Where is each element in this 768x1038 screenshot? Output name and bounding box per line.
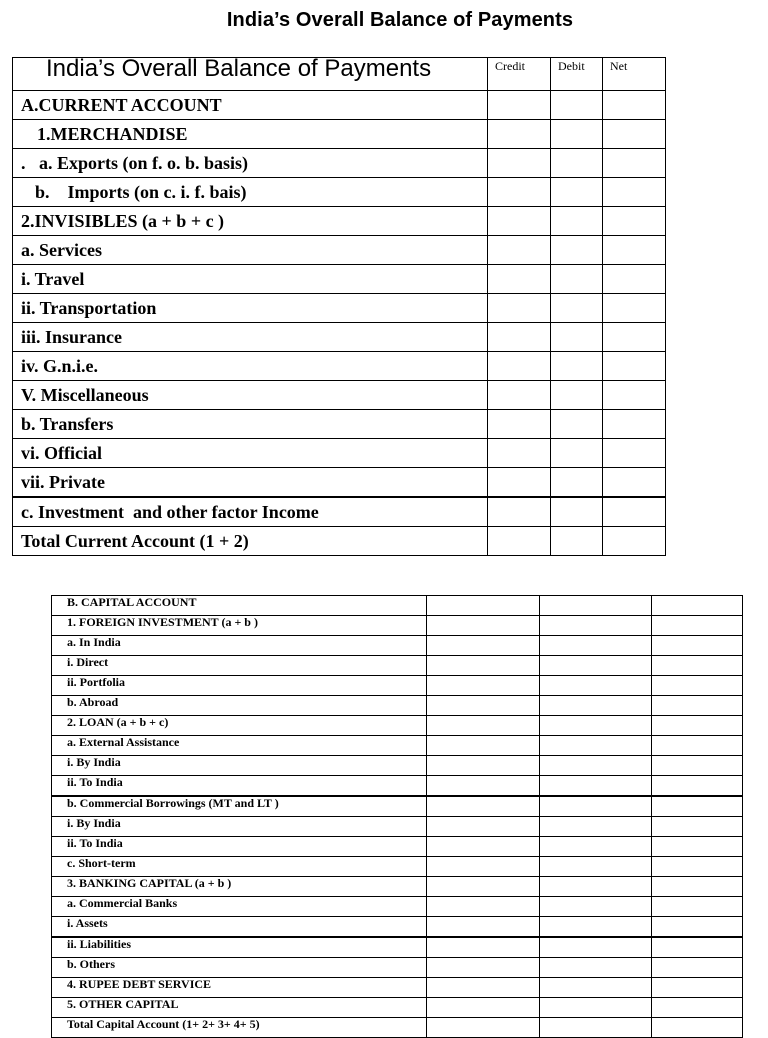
net-cell[interactable]	[652, 897, 743, 917]
credit-cell[interactable]	[427, 978, 540, 998]
credit-cell[interactable]	[488, 468, 551, 498]
row-label: vii. Private	[13, 468, 488, 498]
table-row	[13, 527, 666, 556]
credit-cell[interactable]	[488, 91, 551, 120]
credit-cell[interactable]	[427, 796, 540, 817]
row-label: a. External Assistance	[52, 736, 427, 756]
table-row	[13, 149, 666, 178]
row-label: ii. Transportation	[13, 294, 488, 323]
debit-cell[interactable]	[551, 527, 603, 556]
table-row	[13, 207, 666, 236]
table-row	[52, 796, 743, 817]
net-cell[interactable]	[652, 636, 743, 656]
net-cell[interactable]	[603, 381, 666, 410]
table-row	[52, 998, 743, 1018]
table-row	[13, 439, 666, 468]
debit-cell[interactable]	[540, 636, 652, 656]
debit-cell[interactable]	[540, 656, 652, 676]
credit-cell[interactable]	[488, 236, 551, 265]
net-cell[interactable]	[603, 294, 666, 323]
net-cell[interactable]	[652, 736, 743, 756]
debit-cell[interactable]	[551, 323, 603, 352]
column-header-net: Net	[603, 58, 666, 91]
debit-cell[interactable]	[551, 381, 603, 410]
debit-cell[interactable]	[540, 776, 652, 797]
row-label: a. Commercial Banks	[52, 897, 427, 917]
page-title: India’s Overall Balance of Payments	[226, 9, 574, 31]
table-row	[13, 410, 666, 439]
row-label: i. Assets	[52, 917, 427, 938]
net-cell[interactable]	[652, 1018, 743, 1038]
debit-cell[interactable]	[540, 696, 652, 716]
credit-cell[interactable]	[427, 877, 540, 897]
net-cell[interactable]	[603, 497, 666, 527]
net-cell[interactable]	[652, 596, 743, 616]
debit-cell[interactable]	[551, 497, 603, 527]
row-label: 2.INVISIBLES (a + b + c )	[13, 207, 488, 236]
table-row	[13, 381, 666, 410]
debit-cell[interactable]	[540, 958, 652, 978]
row-label: i. By India	[52, 756, 427, 776]
credit-cell[interactable]	[427, 857, 540, 877]
credit-cell[interactable]	[488, 178, 551, 207]
net-cell[interactable]	[603, 323, 666, 352]
credit-cell[interactable]	[427, 696, 540, 716]
net-cell[interactable]	[603, 439, 666, 468]
debit-cell[interactable]	[540, 616, 652, 636]
row-label: i. Travel	[13, 265, 488, 294]
credit-cell[interactable]	[488, 207, 551, 236]
debit-cell[interactable]	[540, 1018, 652, 1038]
credit-cell[interactable]	[488, 497, 551, 527]
net-cell[interactable]	[652, 857, 743, 877]
table-row	[13, 497, 666, 527]
row-label: A.CURRENT ACCOUNT	[13, 91, 488, 120]
row-label: iii. Insurance	[13, 323, 488, 352]
net-cell[interactable]	[603, 527, 666, 556]
debit-cell[interactable]	[540, 998, 652, 1018]
net-cell[interactable]	[652, 656, 743, 676]
credit-cell[interactable]	[427, 616, 540, 636]
credit-cell[interactable]	[488, 323, 551, 352]
row-label: V. Miscellaneous	[13, 381, 488, 410]
debit-cell[interactable]	[551, 410, 603, 439]
table-row	[52, 817, 743, 837]
table-header-row	[13, 58, 666, 91]
credit-cell[interactable]	[427, 897, 540, 917]
debit-cell[interactable]	[551, 120, 603, 149]
row-label: ii. Liabilities	[52, 937, 427, 958]
net-cell[interactable]	[652, 756, 743, 776]
table-row	[52, 716, 743, 736]
credit-cell[interactable]	[488, 294, 551, 323]
table-row	[13, 294, 666, 323]
net-cell[interactable]	[652, 937, 743, 958]
debit-cell[interactable]	[540, 917, 652, 938]
credit-cell[interactable]	[488, 439, 551, 468]
credit-cell[interactable]	[488, 265, 551, 294]
column-header-credit: Credit	[488, 58, 551, 91]
table-row	[52, 696, 743, 716]
row-label: b. Abroad	[52, 696, 427, 716]
table-row	[52, 636, 743, 656]
debit-cell[interactable]	[540, 596, 652, 616]
credit-cell[interactable]	[427, 917, 540, 938]
debit-cell[interactable]	[540, 897, 652, 917]
table-row	[52, 676, 743, 696]
table-row	[52, 897, 743, 917]
row-label: a. Services	[13, 236, 488, 265]
column-header-debit: Debit	[551, 58, 603, 91]
table-row	[13, 236, 666, 265]
table-row	[52, 877, 743, 897]
row-label: i. Direct	[52, 656, 427, 676]
debit-cell[interactable]	[540, 817, 652, 837]
net-cell[interactable]	[652, 696, 743, 716]
table-row	[13, 178, 666, 207]
row-label: 5. OTHER CAPITAL	[52, 998, 427, 1018]
row-label: B. CAPITAL ACCOUNT	[52, 596, 427, 616]
row-label: . a. Exports (on f. o. b. basis)	[13, 149, 488, 178]
row-label: 3. BANKING CAPITAL (a + b )	[52, 877, 427, 897]
net-cell[interactable]	[652, 616, 743, 636]
net-cell[interactable]	[652, 978, 743, 998]
debit-cell[interactable]	[551, 265, 603, 294]
table-row	[52, 596, 743, 616]
table-row	[52, 917, 743, 938]
credit-cell[interactable]	[427, 837, 540, 857]
net-cell[interactable]	[652, 917, 743, 938]
debit-cell[interactable]	[551, 178, 603, 207]
current-account-table	[12, 57, 666, 556]
net-cell[interactable]	[603, 120, 666, 149]
net-cell[interactable]	[603, 352, 666, 381]
credit-cell[interactable]	[427, 1018, 540, 1038]
credit-cell[interactable]	[427, 937, 540, 958]
credit-cell[interactable]	[427, 817, 540, 837]
debit-cell[interactable]	[551, 294, 603, 323]
row-label: b. Imports (on c. i. f. bais)	[13, 178, 488, 207]
table-row	[13, 91, 666, 120]
row-label: ii. To India	[52, 776, 427, 797]
row-label: b. Commercial Borrowings (MT and LT )	[52, 796, 427, 817]
credit-cell[interactable]	[427, 636, 540, 656]
credit-cell[interactable]	[488, 410, 551, 439]
table-row	[52, 656, 743, 676]
table-row	[13, 468, 666, 498]
table-row	[52, 776, 743, 797]
debit-cell[interactable]	[540, 716, 652, 736]
debit-cell[interactable]	[540, 877, 652, 897]
row-label: Total Current Account (1 + 2)	[13, 527, 488, 556]
debit-cell[interactable]	[551, 207, 603, 236]
net-cell[interactable]	[652, 796, 743, 817]
credit-cell[interactable]	[427, 756, 540, 776]
row-label: c. Investment and other factor Income	[13, 497, 488, 527]
row-label: b. Others	[52, 958, 427, 978]
credit-cell[interactable]	[488, 527, 551, 556]
debit-cell[interactable]	[551, 352, 603, 381]
table-row	[52, 1018, 743, 1038]
net-cell[interactable]	[652, 837, 743, 857]
row-label: 1. FOREIGN INVESTMENT (a + b )	[52, 616, 427, 636]
row-label: iv. G.n.i.e.	[13, 352, 488, 381]
debit-cell[interactable]	[551, 236, 603, 265]
debit-cell[interactable]	[540, 837, 652, 857]
capital-account-table	[51, 595, 743, 1038]
table-row	[13, 265, 666, 294]
net-cell[interactable]	[603, 149, 666, 178]
debit-cell[interactable]	[540, 857, 652, 877]
debit-cell[interactable]	[540, 676, 652, 696]
table-row	[52, 857, 743, 877]
net-cell[interactable]	[603, 91, 666, 120]
credit-cell[interactable]	[427, 656, 540, 676]
credit-cell[interactable]	[427, 716, 540, 736]
net-cell[interactable]	[603, 207, 666, 236]
table-row	[52, 756, 743, 776]
row-label: 2. LOAN (a + b + c)	[52, 716, 427, 736]
row-label: Total Capital Account (1+ 2+ 3+ 4+ 5)	[52, 1018, 427, 1038]
table-row	[13, 352, 666, 381]
net-cell[interactable]	[652, 776, 743, 797]
net-cell[interactable]	[652, 958, 743, 978]
net-cell[interactable]	[603, 178, 666, 207]
credit-cell[interactable]	[488, 149, 551, 178]
debit-cell[interactable]	[551, 91, 603, 120]
row-label: 4. RUPEE DEBT SERVICE	[52, 978, 427, 998]
debit-cell[interactable]	[540, 756, 652, 776]
net-cell[interactable]	[652, 817, 743, 837]
table-row	[13, 323, 666, 352]
table-row	[13, 120, 666, 149]
debit-cell[interactable]	[551, 149, 603, 178]
net-cell[interactable]	[652, 998, 743, 1018]
table-row	[52, 837, 743, 857]
table-row	[52, 616, 743, 636]
credit-cell[interactable]	[488, 381, 551, 410]
net-cell[interactable]	[603, 236, 666, 265]
row-label: ii. To India	[52, 837, 427, 857]
table-row	[52, 736, 743, 756]
net-cell[interactable]	[603, 410, 666, 439]
credit-cell[interactable]	[427, 596, 540, 616]
table-row	[52, 958, 743, 978]
debit-cell[interactable]	[540, 937, 652, 958]
row-label: a. In India	[52, 636, 427, 656]
credit-cell[interactable]	[427, 998, 540, 1018]
table-row	[52, 937, 743, 958]
row-label: i. By India	[52, 817, 427, 837]
table-heading: India’s Overall Balance of Payments	[13, 58, 488, 91]
debit-cell[interactable]	[540, 978, 652, 998]
debit-cell[interactable]	[551, 439, 603, 468]
credit-cell[interactable]	[427, 736, 540, 756]
net-cell[interactable]	[652, 676, 743, 696]
row-label: vi. Official	[13, 439, 488, 468]
row-label: 1.MERCHANDISE	[13, 120, 488, 149]
credit-cell[interactable]	[427, 958, 540, 978]
credit-cell[interactable]	[488, 352, 551, 381]
row-label: c. Short-term	[52, 857, 427, 877]
debit-cell[interactable]	[540, 796, 652, 817]
debit-cell[interactable]	[551, 468, 603, 498]
credit-cell[interactable]	[488, 120, 551, 149]
net-cell[interactable]	[603, 265, 666, 294]
table-row	[52, 978, 743, 998]
row-label: b. Transfers	[13, 410, 488, 439]
credit-cell[interactable]	[427, 676, 540, 696]
net-cell[interactable]	[652, 877, 743, 897]
net-cell[interactable]	[603, 468, 666, 498]
net-cell[interactable]	[652, 716, 743, 736]
credit-cell[interactable]	[427, 776, 540, 797]
debit-cell[interactable]	[540, 736, 652, 756]
row-label: ii. Portfolia	[52, 676, 427, 696]
